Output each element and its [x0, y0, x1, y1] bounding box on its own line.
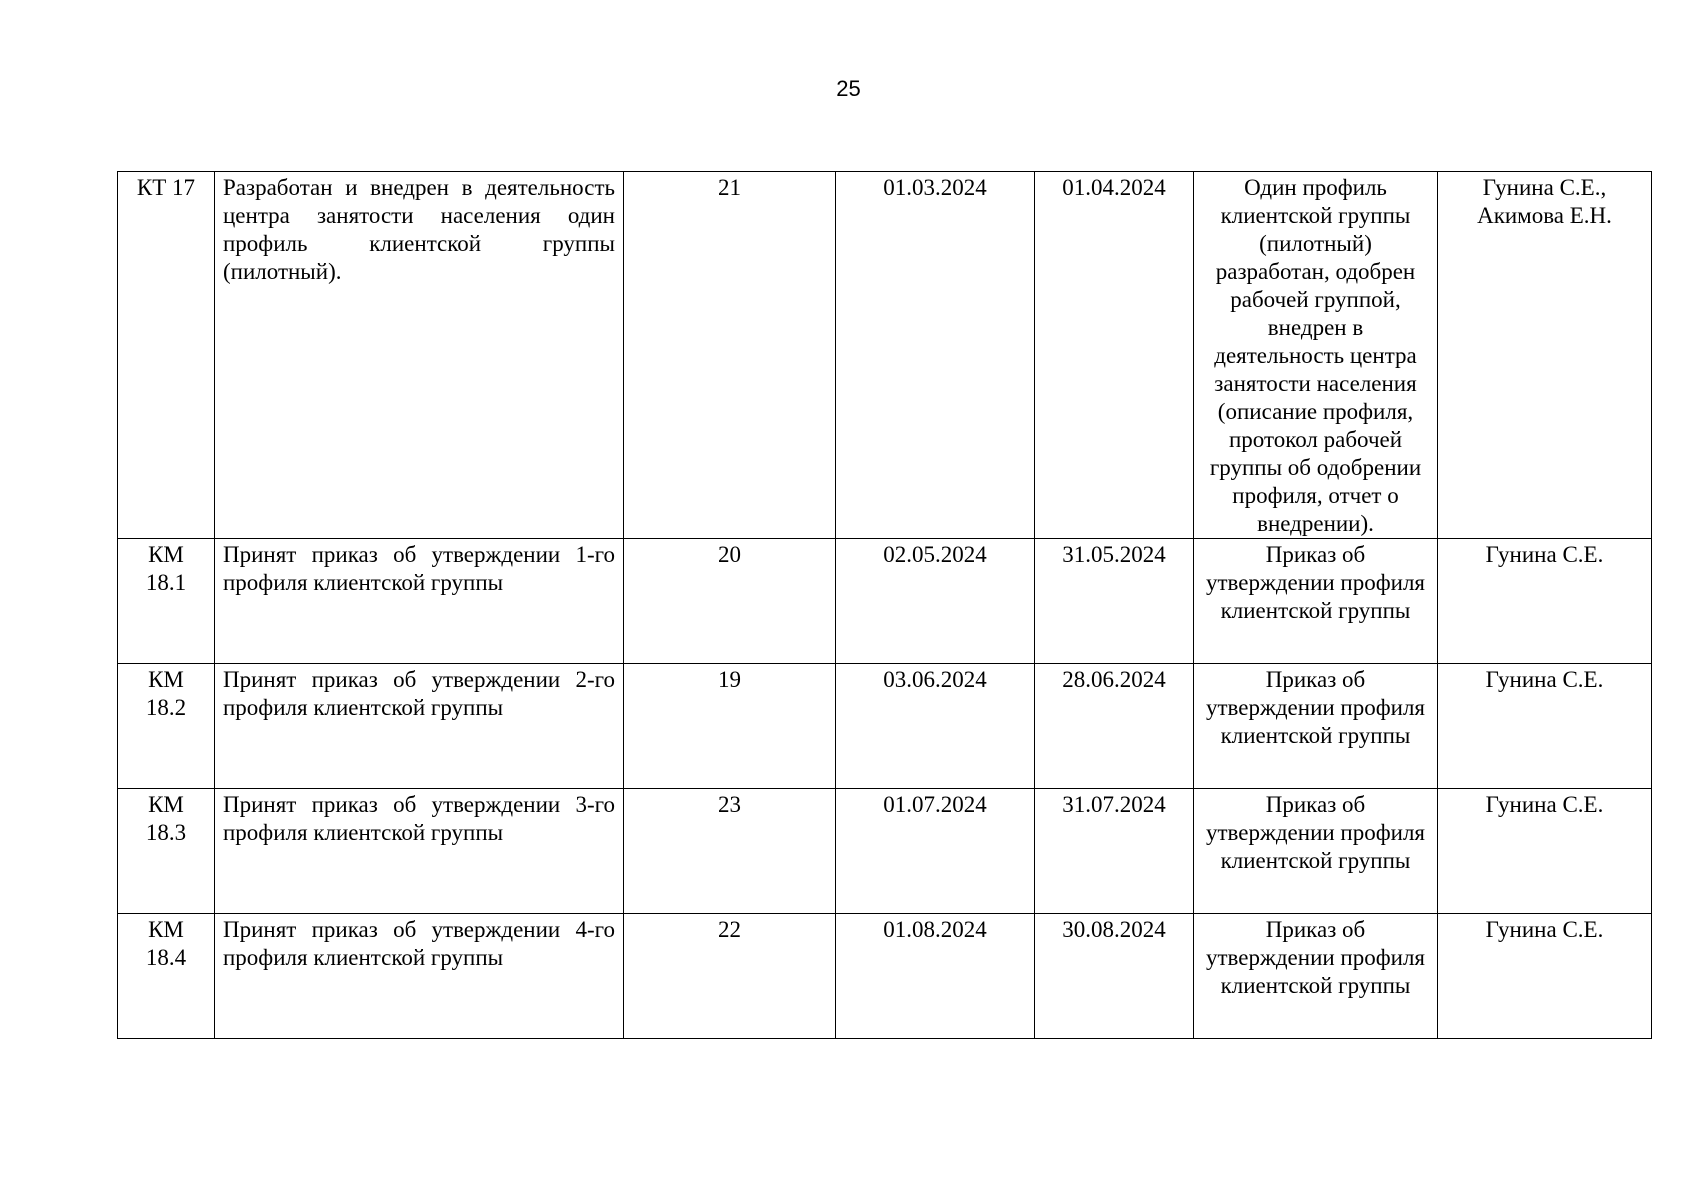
row-end-date: 30.08.2024 — [1035, 914, 1194, 1039]
row-end-date: 28.06.2024 — [1035, 664, 1194, 789]
row-start-date: 01.07.2024 — [836, 789, 1035, 914]
row-description: Принят приказ об утверждении 3-го профиля клиентской группы — [215, 789, 624, 914]
row-responsible: Гунина С.Е. — [1438, 914, 1652, 1039]
table-row — [118, 664, 1652, 789]
row-duration: 19 — [624, 664, 836, 789]
row-code: КМ 18.1 — [118, 539, 215, 664]
row-duration: 20 — [624, 539, 836, 664]
row-responsible: Гунина С.Е. — [1438, 789, 1652, 914]
row-end-date: 31.07.2024 — [1035, 789, 1194, 914]
row-description: Принят приказ об утверждении 4-го профиля клиентской группы — [215, 914, 624, 1039]
row-start-date: 02.05.2024 — [836, 539, 1035, 664]
row-description: Разработан и внедрен в деятельность центра занятости населения один профиль клиентской группы (пилотный). — [215, 172, 624, 539]
row-code: КМ 18.3 — [118, 789, 215, 914]
row-result: Приказ об утверждении профиля клиентской группы — [1194, 789, 1438, 914]
row-result: Приказ об утверждении профиля клиентской группы — [1194, 914, 1438, 1039]
row-responsible: Гунина С.Е. — [1438, 664, 1652, 789]
row-result: Приказ об утверждении профиля клиентской группы — [1194, 539, 1438, 664]
row-result: Один профиль клиентской группы (пилотный) разработан, одобрен рабочей группой, внедрен в деятельность центра занятости населения (описание профиля, протокол рабочей группы об одобрении профиля, отчет о внедрении). — [1194, 172, 1438, 539]
table-row — [118, 172, 1652, 539]
row-result: Приказ об утверждении профиля клиентской группы — [1194, 664, 1438, 789]
row-responsible: Гунина С.Е., Акимова Е.Н. — [1438, 172, 1652, 539]
row-code: КМ 18.4 — [118, 914, 215, 1039]
row-responsible: Гунина С.Е. — [1438, 539, 1652, 664]
table-row — [118, 914, 1652, 1039]
row-start-date: 03.06.2024 — [836, 664, 1035, 789]
table-row — [118, 789, 1652, 914]
row-start-date: 01.08.2024 — [836, 914, 1035, 1039]
plan-table — [117, 171, 1652, 1039]
row-duration: 22 — [624, 914, 836, 1039]
row-code: КТ 17 — [118, 172, 215, 539]
row-duration: 21 — [624, 172, 836, 539]
row-code: КМ 18.2 — [118, 664, 215, 789]
row-start-date: 01.03.2024 — [836, 172, 1035, 539]
row-description: Принят приказ об утверждении 1-го профиля клиентской группы — [215, 539, 624, 664]
table-row — [118, 539, 1652, 664]
row-description: Принят приказ об утверждении 2-го профиля клиентской группы — [215, 664, 624, 789]
row-end-date: 01.04.2024 — [1035, 172, 1194, 539]
row-end-date: 31.05.2024 — [1035, 539, 1194, 664]
page-number: 25 — [836, 76, 861, 101]
row-duration: 23 — [624, 789, 836, 914]
